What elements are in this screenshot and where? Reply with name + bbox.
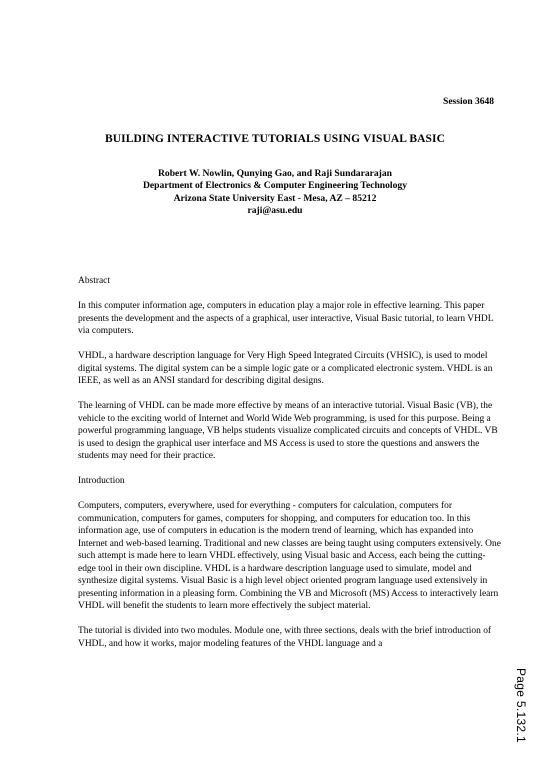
- author-university: Arizona State University East - Mesa, AZ – 85212: [173, 192, 377, 204]
- abstract-paragraph: The learning of VHDL can be made more effective by means of an interactive tutorial. Visual Basic (VB), the vehicle to the exciting world of Internet and World Wide Web programming, is used for this purpose. Being a powerful programming language, VB helps students visualize complicated circuits and concepts of VHDL. VB is used to design the graphical user interface and MS Access is used to store the questions and answers the students may need for their practice.: [78, 401, 498, 461]
- page-number-stamp: Page 5.132.1: [514, 668, 528, 743]
- session-number: Session 3648: [443, 97, 494, 107]
- introduction-paragraph: The tutorial is divided into two modules. Module one, with three sections, deals with the brief introduction of VHDL, and how it works, major modeling features of the VHDL language and a: [78, 626, 492, 649]
- abstract-paragraph: VHDL, a hardware description language for Very High Speed Integrated Circuits (VHSIC), is used to model digital systems. The digital system can be a simple logic gate or a complicated electronic system. VHDL is an IEEE, as well as an ANSI standard for describing digital designs.: [78, 351, 493, 386]
- abstract-paragraph: In this computer information age, computers in education play a major role in effective learning. This paper presents the development and the aspects of a graphical, user interactive, Visual Basic tutorial, to learn VHDL via computers.: [78, 301, 494, 336]
- author-block: [0, 168, 550, 218]
- author-email: raji@asu.edu: [247, 205, 303, 217]
- abstract-heading: Abstract: [78, 276, 110, 286]
- author-names: Robert W. Nowlin, Qunying Gao, and Raji Sundararajan: [157, 168, 393, 179]
- author-department: Department of Electronics & Computer Engineering Technology: [143, 180, 407, 192]
- introduction-heading: Introduction: [78, 476, 125, 486]
- paper-body: [78, 275, 502, 663]
- introduction-paragraph: Computers, computers, everywhere, used for everything - computers for calculation, computers for communication, computers for games, computers for shopping, and computers for education too. In this information age, use of computers in education is the modern trend of learning, which has expanded into Internet and web-based learning. Traditional and new classes are being taught using computers extensively. One such attempt is made here to learn VHDL effectively, using Visual basic and Access, each being the cutting-edge tool in their own discipline. VHDL is a hardware description language used to simulate, model and synthesize digital systems. Visual Basic is a high level object oriented program language used extensively in presenting information in a pleasing form. Combining the VB and Microsoft (MS) Access to interactively learn VHDL will benefit the students to learn more effectively the subject material.: [78, 501, 501, 611]
- paper-title: BUILDING INTERACTIVE TUTORIALS USING VISUAL BASIC: [104, 133, 446, 145]
